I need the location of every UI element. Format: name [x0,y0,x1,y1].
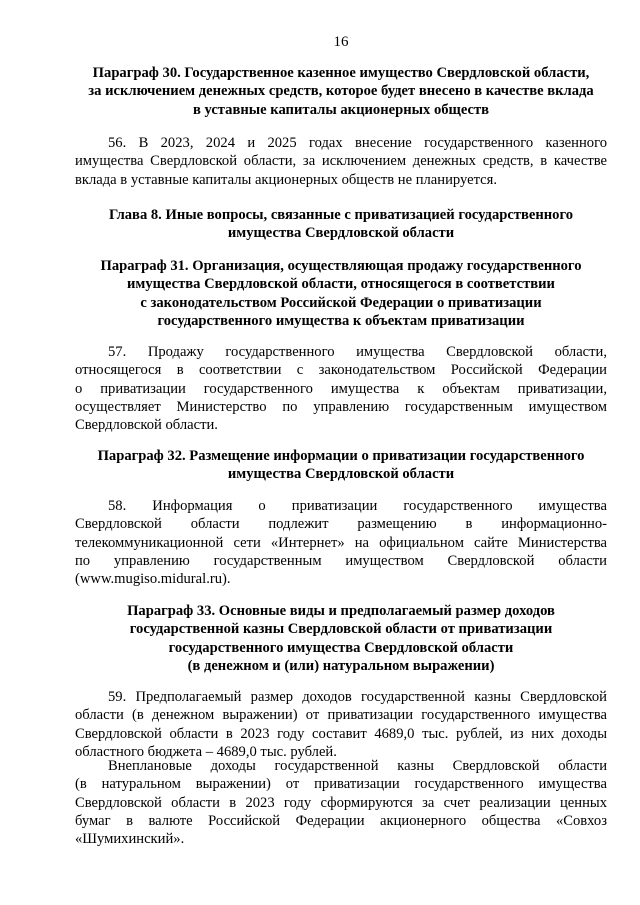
item-57-text [75,343,607,434]
heading-line: за исключением денежных средств, которое будет внесено в качестве вклада [88,83,594,100]
heading-line: Глава 8. Иные вопросы, связанные с приватизацией государственного [108,207,574,223]
heading-line: государственной казны Свердловской области от приватизации [129,621,553,638]
text-line: 58. Информация о приватизации государственного имущества [108,498,607,514]
text-line: областного бюджета – 4689,0 тыс. рублей. [75,743,337,760]
item-59-text [75,688,607,761]
text-line: Свердловской области в 2023 году сформируются за счет реализации ценных [75,794,607,811]
item-56-text [75,134,607,189]
text-line: 56. В 2023, 2024 и 2025 годах внесение государственного казенного [108,135,607,151]
heading-line: государственного имущества к объектам приватизации [157,312,525,329]
document-page [75,0,607,905]
heading-line: государственного имущества Свердловской области [168,639,514,656]
heading-line: Параграф 30. Государственное казенное имущество Свердловской области, [92,65,590,81]
heading-line: Параграф 33. Основные виды и предполагаемый размер доходов [127,603,555,619]
paragraph-30-heading [75,64,607,119]
text-line: области (в денежном выражении) от приватизации государственного имущества [75,707,607,724]
text-line: телекоммуникационной сети «Интернет» на официальном сайте Министерства [75,534,607,551]
text-line: 59. Предполагаемый размер доходов государственной казны Свердловской [108,689,607,705]
text-line: Свердловской области. [75,417,218,434]
text-line: осуществляет Министерство по управлению государственным имуществом [75,398,607,415]
heading-line: с законодательством Российской Федерации о приватизации [140,294,542,311]
text-line: имущества Свердловской области, за исключением денежных средств, в качестве [75,153,607,170]
text-line: (в натуральном выражении) от приватизации государственного имущества [75,776,607,793]
paragraph-33-heading [75,602,607,675]
text-line: относящегося в соответствии с законодательством Российской Федерации [75,362,607,379]
text-line: (www.mugiso.midural.ru). [75,571,231,588]
heading-line: Параграф 32. Размещение информации о приватизации государственного [97,448,585,464]
text-line: бумаг в валюте Российской Федерации акционерного общества «Совхоз [75,812,607,829]
item-58-text [75,497,607,588]
heading-line: в уставные капиталы акционерных обществ [192,101,490,118]
heading-line: (в денежном и (или) натуральном выражении) [187,657,495,674]
text-line: Свердловской области подлежит размещению в информационно- [75,516,607,533]
text-line: о приватизации государственного имущества к объектам приватизации, [75,380,607,397]
text-line: вклада в уставные капиталы акционерных обществ не планируется. [75,171,497,188]
item-59-continuation-text [75,757,607,848]
heading-line: Параграф 31. Организация, осуществляющая продажу государственного [100,258,582,274]
paragraph-31-heading [75,257,607,330]
heading-line: имущества Свердловской области [227,225,455,242]
paragraph-32-heading [75,447,607,484]
heading-line: имущества Свердловской области [227,466,455,483]
text-line: Внеплановые доходы государственной казны Свердловской области [108,758,607,774]
text-line: 57. Продажу государственного имущества Свердловской области, [108,344,607,360]
page-number: 16 [333,34,349,50]
chapter-8-heading [75,206,607,243]
text-line: «Шумихинский». [75,831,185,848]
heading-line: имущества Свердловской области, относящегося в соответствии [127,276,555,293]
text-line: Свердловской области в 2023 году составит 4689,0 тыс. рублей, из них доходы [75,725,607,742]
text-line: по управлению государственным имуществом Свердловской области [75,552,607,569]
